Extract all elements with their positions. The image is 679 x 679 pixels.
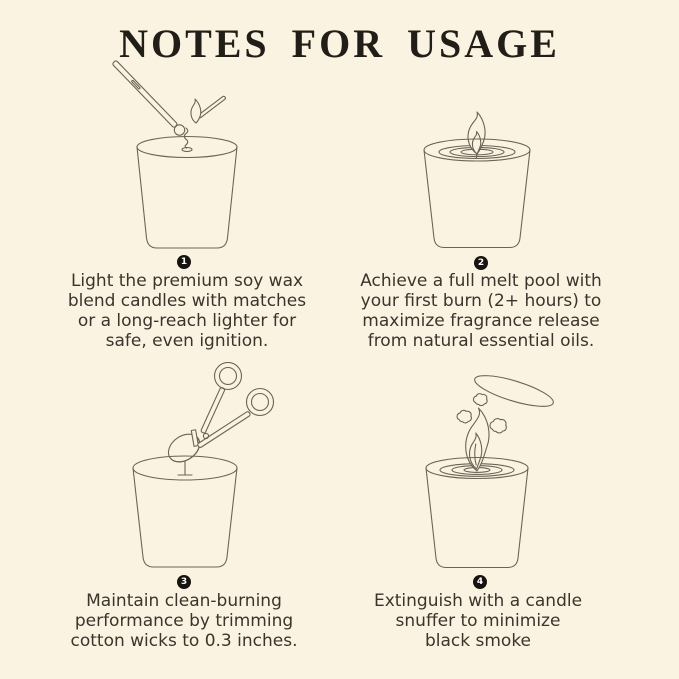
step-1-illustration xyxy=(57,58,317,254)
step-3-caption: Maintain clean-burning performance by trimming cotton wicks to 0.3 inches. xyxy=(70,591,298,651)
candle-icon xyxy=(137,137,237,249)
step-4-caption: Extinguish with a candle snuffer to minimize black smoke xyxy=(373,591,583,651)
step-3-number-badge: 3 xyxy=(177,575,191,589)
step-4-number-badge: 4 xyxy=(473,575,487,589)
step-3-illustration xyxy=(57,362,317,578)
step-2-number-badge: 2 xyxy=(474,256,488,270)
wick-icon xyxy=(182,128,192,152)
step-4-illustration xyxy=(357,365,617,578)
step-2-illustration xyxy=(353,110,613,256)
step-1-caption: Light the premium soy wax blend candles with matches or a long-reach lighter for safe, even ignition. xyxy=(67,271,307,351)
flame-icon xyxy=(466,408,489,471)
snuffer-lid-icon xyxy=(472,369,556,412)
flame-icon xyxy=(468,112,485,159)
wick-trimmer-icon xyxy=(163,363,273,468)
long-lighter-icon xyxy=(112,60,185,135)
match-flame-icon xyxy=(191,99,201,123)
match-icon xyxy=(191,96,226,123)
page-title: NOTES FOR USAGE xyxy=(119,21,560,66)
step-1-number-badge: 1 xyxy=(177,255,191,269)
step-2-caption: Achieve a full melt pool with your first burn (2+ hours) to maximize fragrance release from natural essential oils. xyxy=(360,271,602,351)
